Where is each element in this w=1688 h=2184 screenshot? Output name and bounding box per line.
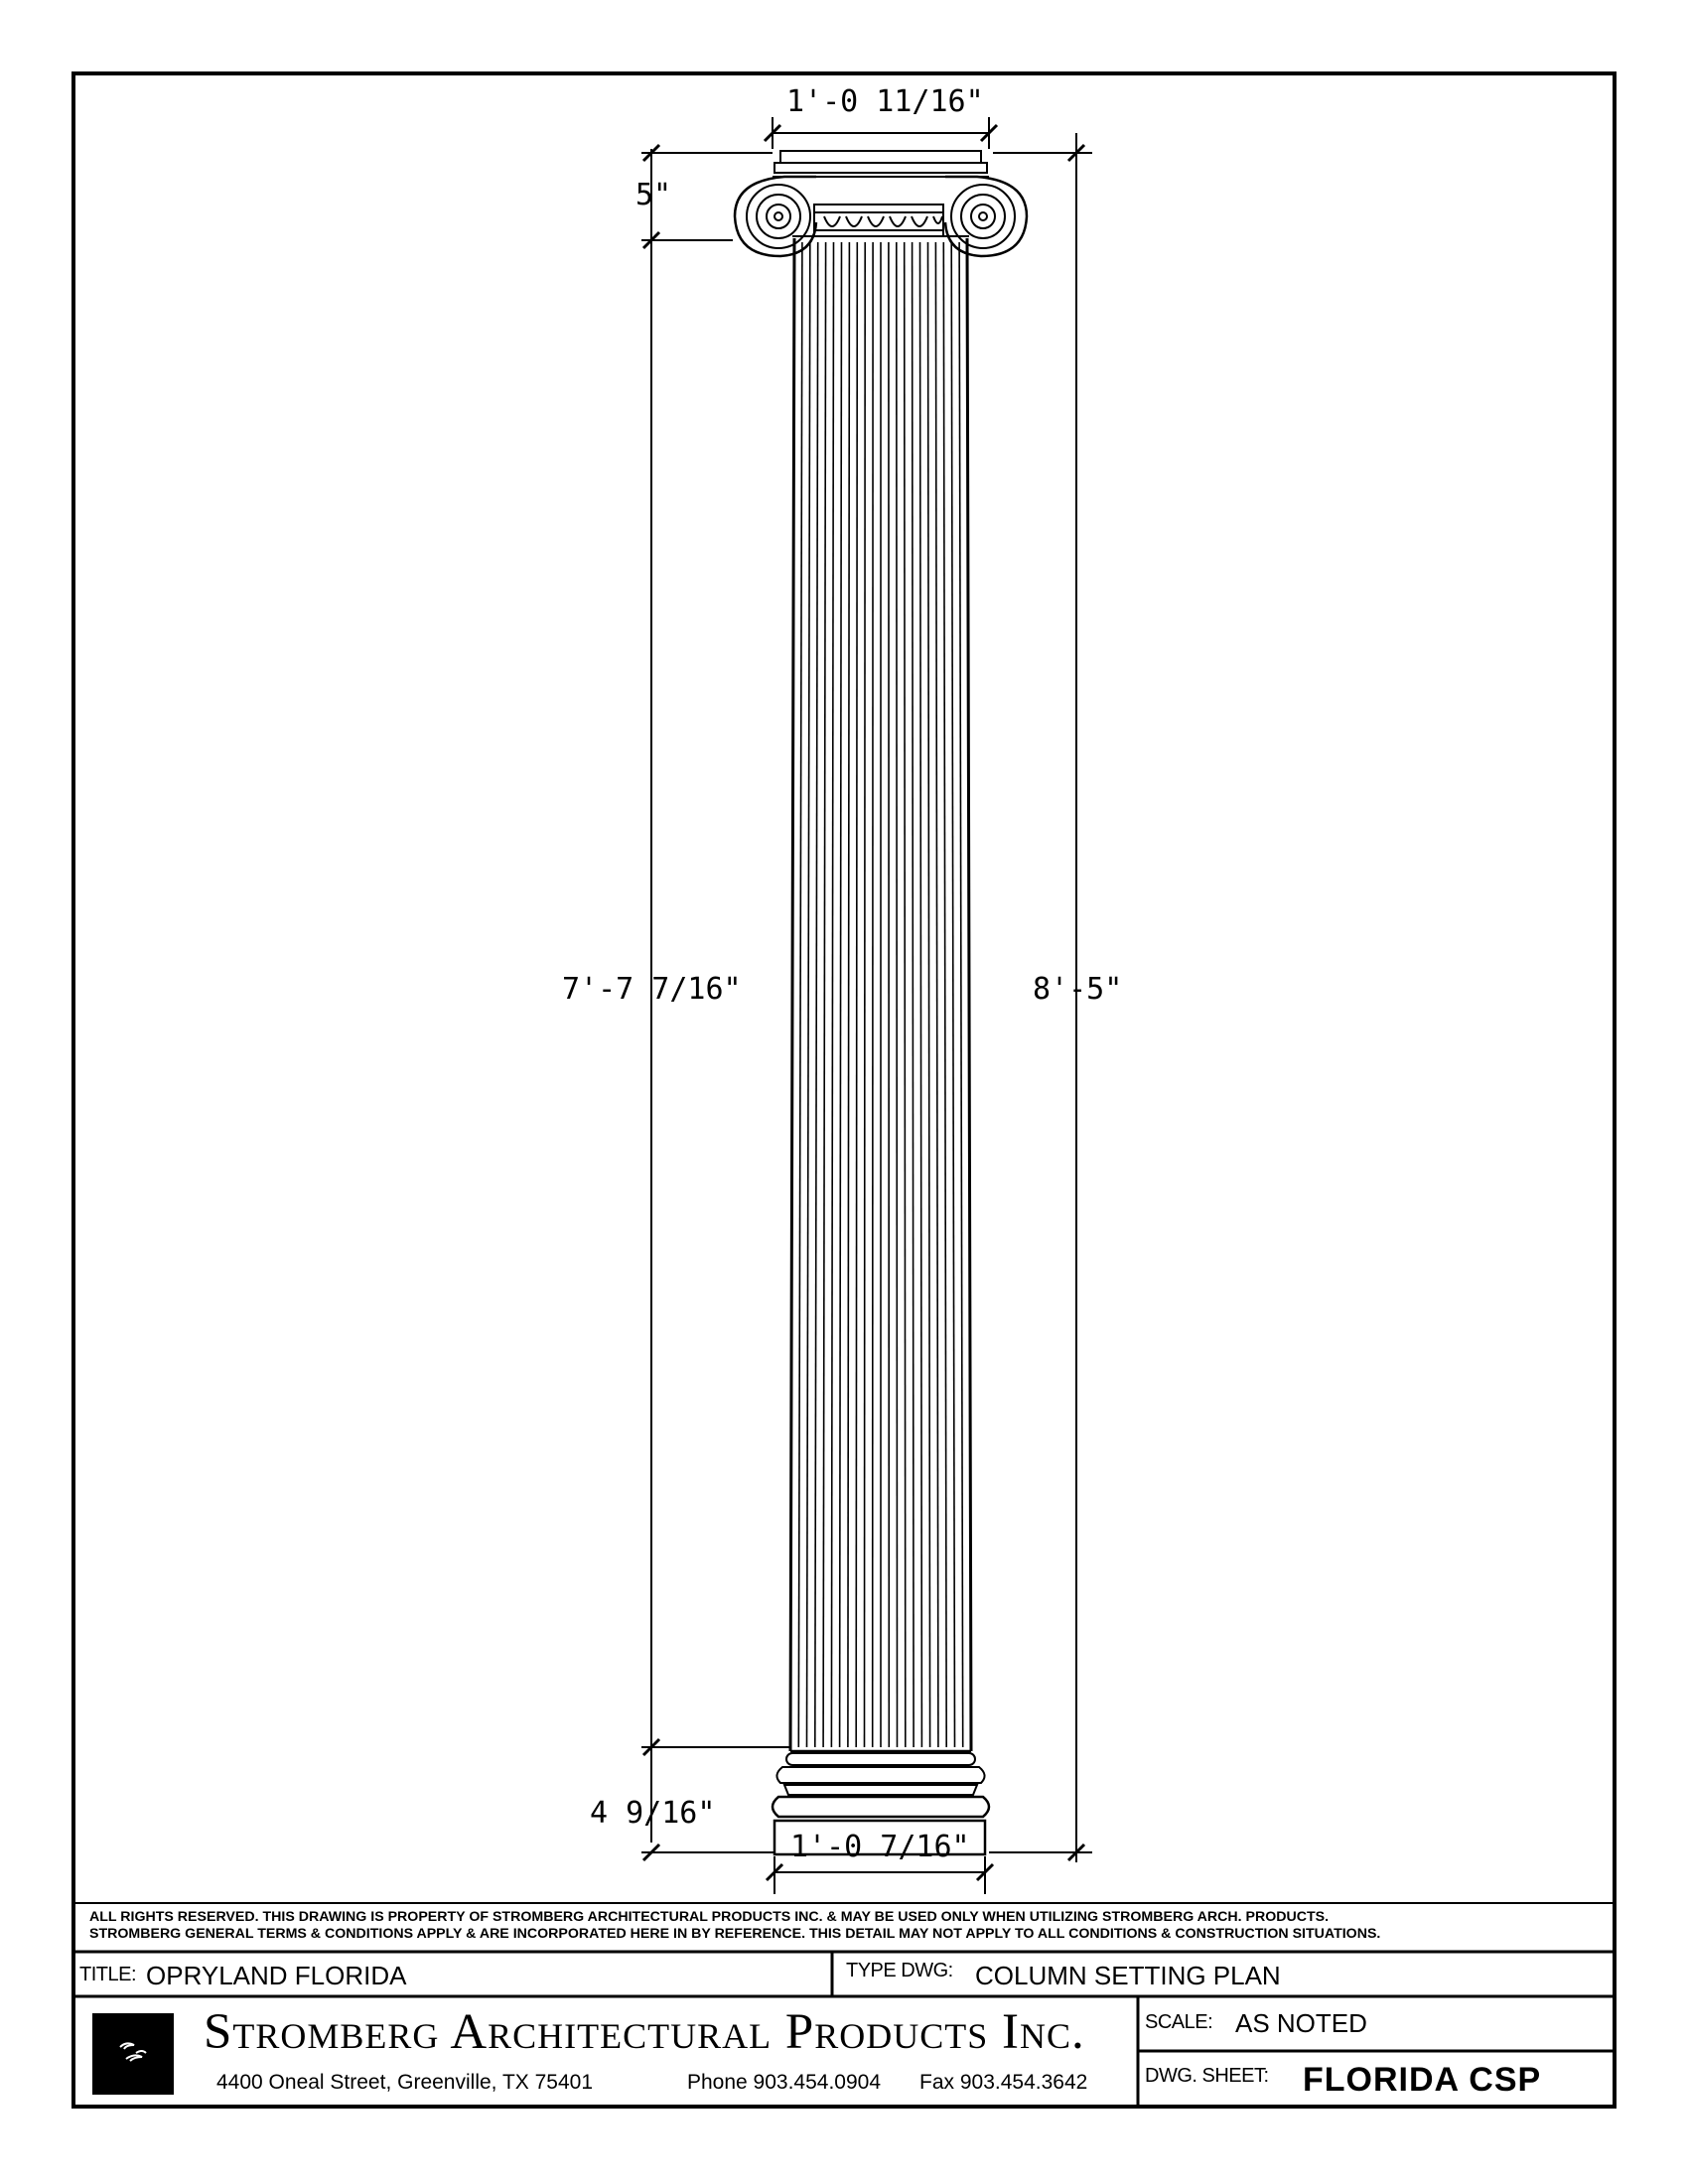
right-volute — [945, 177, 1027, 256]
flute-line — [840, 242, 842, 1747]
dim-capital-width: 1'-0 11/16" — [786, 84, 984, 119]
left-volute — [735, 177, 816, 256]
flute-line — [913, 242, 914, 1747]
scale-label: SCALE: — [1145, 2011, 1213, 2033]
scale-value: AS NOTED — [1235, 2008, 1367, 2038]
sheet-label: DWG. SHEET: — [1145, 2065, 1269, 2087]
flute-line — [856, 242, 857, 1747]
disclaimer-line-1: ALL RIGHTS RESERVED. THIS DRAWING IS PROPERTY OF STROMBERG ARCHITECTURAL PRODUCTS INC. & MAY BE USED ONLY WHEN UTILIZING STROMBERG ARCH. PRODUCTS. — [89, 1909, 1330, 1925]
flute-line — [807, 242, 810, 1747]
company-fax: Fax 903.454.3642 — [919, 2071, 1088, 2094]
flute-line — [865, 242, 866, 1747]
type-dwg-label: TYPE DWG: — [846, 1960, 953, 1981]
dim-shaft-height: 7'-7 7/16" — [562, 972, 742, 1007]
flute-line — [928, 242, 930, 1747]
flute-line — [897, 242, 898, 1747]
title-value: OPRYLAND FLORIDA — [146, 1961, 407, 1990]
shaft-fluting — [798, 242, 962, 1747]
company-logo — [92, 2013, 174, 2095]
company-name: Stromberg Architectural Products Inc. — [204, 2004, 1085, 2060]
flute-line — [823, 242, 826, 1747]
title-label: TITLE: — [79, 1964, 137, 1985]
column-elevation — [735, 151, 1027, 1854]
flute-line — [920, 242, 922, 1747]
flute-line — [848, 242, 850, 1747]
disclaimer — [89, 1909, 1609, 1943]
flute-line — [959, 242, 963, 1747]
column-abacus — [773, 151, 989, 177]
dim-overall-height: 8'-5" — [1033, 972, 1123, 1007]
flute-line — [905, 242, 906, 1747]
dim-capital-height: 5" — [635, 178, 672, 212]
sheet-border — [73, 73, 1615, 2107]
company-phone: Phone 903.454.0904 — [687, 2071, 882, 2094]
flute-line — [951, 242, 954, 1747]
flute-line — [798, 242, 802, 1747]
flute-line — [943, 242, 946, 1747]
company-address: 4400 Oneal Street, Greenville, TX 75401 — [216, 2071, 594, 2094]
dim-base-width: 1'-0 7/16" — [790, 1830, 970, 1864]
flute-line — [831, 242, 833, 1747]
type-dwg-value: COLUMN SETTING PLAN — [975, 1961, 1281, 1990]
disclaimer-line-2: STROMBERG GENERAL TERMS & CONDITIONS APPLY & ARE INCORPORATED HERE IN BY REFERENCE. THIS DETAIL MAY NOT APPLY TO ALL CONDITIONS & CONSTRUCTION SITUATIONS. — [89, 1926, 1381, 1942]
logo-mark-icon — [92, 2013, 174, 2095]
flute-line — [815, 242, 818, 1747]
dim-base-height: 4 9/16" — [590, 1796, 716, 1831]
sheet-value: FLORIDA CSP — [1303, 2061, 1542, 2099]
flute-line — [935, 242, 938, 1747]
egg-dart-band — [814, 205, 943, 236]
